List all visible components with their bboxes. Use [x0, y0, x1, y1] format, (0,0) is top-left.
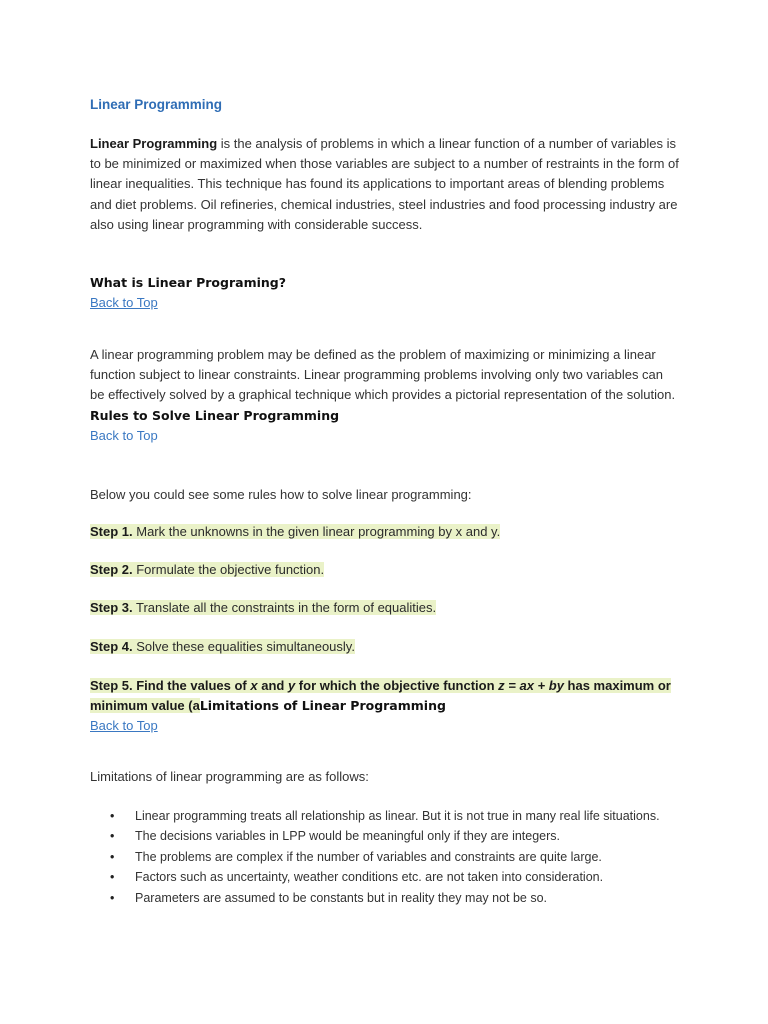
objective-formula: z = ax + by: [498, 678, 564, 693]
step-text: Solve these equalities simultaneously.: [132, 639, 355, 654]
step-text: Translate all the constraints in the form of equalities.: [132, 600, 437, 615]
section-heading-what-is: What is Linear Programing?: [90, 275, 286, 290]
list-item: • Linear programming treats all relationship as linear. But it is not true in many real life situations.: [90, 806, 690, 826]
document-title: Linear Programming: [90, 97, 223, 112]
step-5: [90, 676, 680, 716]
step-label: Step 3.: [90, 600, 133, 615]
list-item: • Parameters are assumed to be constants but in reality they may not be so.: [90, 888, 690, 908]
section-heading-rules: Rules to Solve Linear Programming: [90, 408, 340, 423]
intro-paragraph: [90, 134, 680, 235]
section-heading-limitations: Limitations of Linear Programming: [199, 698, 446, 713]
limitations-list: [90, 806, 690, 908]
back-to-top-link[interactable]: Back to Top: [90, 428, 158, 443]
intro-bold-term: Linear Programming: [90, 136, 218, 151]
step-label: Step 1.: [90, 524, 133, 539]
step-text: for which the objective function: [295, 678, 499, 693]
step-text: and: [257, 678, 288, 693]
step-label: Step 5.: [90, 678, 133, 693]
variable-y: y: [287, 678, 296, 693]
back-to-top-link[interactable]: Back to Top: [90, 295, 158, 310]
step-text: has maximum or minimum value (a: [90, 678, 671, 713]
definition-paragraph: A linear programming problem may be defined as the problem of maximizing or minimizing a linear function subject to linear constraints. Linear programming problems involving only two variables can be effectively solved by a graphical technique which provides a pictorial representation of the solution.: [90, 347, 676, 403]
limitations-intro: Limitations of linear programming are as follows:: [90, 769, 369, 784]
step-label: Step 2.: [90, 562, 133, 577]
step-text: Find the values of: [132, 678, 251, 693]
variable-x: x: [250, 678, 258, 693]
list-item: • The problems are complex if the number of variables and constraints are quite large.: [90, 847, 690, 867]
step-text: Formulate the objective function.: [132, 562, 325, 577]
back-to-top-link[interactable]: Back to Top: [90, 718, 158, 733]
step-text: Mark the unknowns in the given linear programming by x and y.: [132, 524, 501, 539]
step-2: [90, 560, 324, 580]
list-item: • The decisions variables in LPP would be meaningful only if they are integers.: [90, 826, 690, 846]
step-label: Step 4.: [90, 639, 133, 654]
step-3: [90, 598, 436, 618]
intro-text: is the analysis of problems in which a linear function of a number of variables is to be minimized or maximized when those variables are subject to a number of restraints in the form of linear inequalities. This technique has found its applications to important areas of blending problems and diet problems. Oil refineries, chemical industries, steel industries and food processing industry are also using linear programming with considerable success.: [90, 136, 679, 232]
step-1: [90, 522, 500, 542]
list-item: • Factors such as uncertainty, weather conditions etc. are not taken into consideration.: [90, 867, 690, 887]
step-4: [90, 637, 355, 657]
rules-intro: Below you could see some rules how to solve linear programming:: [90, 487, 472, 502]
